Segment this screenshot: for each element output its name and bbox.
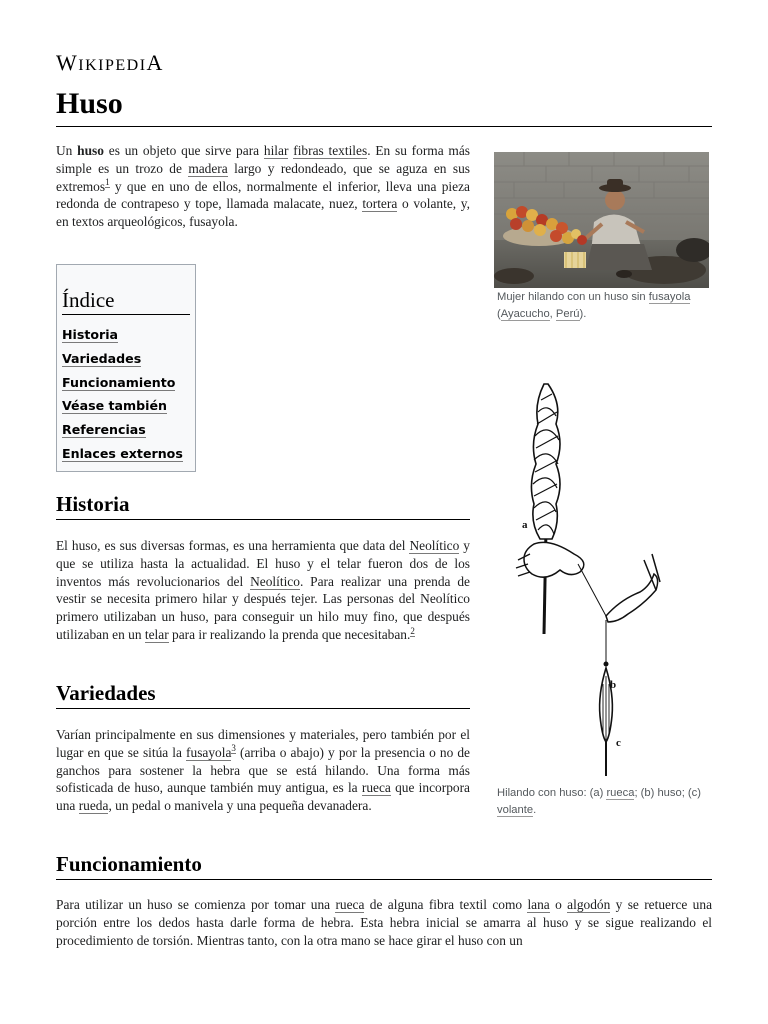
toc-item-variedades[interactable]: Variedades: [62, 350, 142, 366]
photo-woman-spinning-image: [494, 152, 709, 288]
figure-2-caption: Hilando con huso: (a) rueca; (b) huso; (c) volante.: [497, 787, 701, 816]
link-fusayola[interactable]: fusayola: [186, 744, 232, 760]
drawing-label-a: a: [522, 519, 528, 531]
wikipedia-logo[interactable]: WIKIPEDIA: [56, 50, 164, 75]
drawing-label-b: b: [610, 679, 617, 691]
figure-1-caption: Mujer hilando con un huso sin fusayola (Ayacucho, Perú).: [497, 291, 691, 320]
photo-woman-spinning[interactable]: [494, 152, 709, 288]
link-madera[interactable]: madera: [188, 160, 228, 176]
link-neolitico-2[interactable]: Neolítico: [250, 573, 300, 589]
toc-item-vease-tambien[interactable]: Véase también: [62, 398, 167, 414]
toc-list: [62, 325, 183, 468]
drawing-spinning-with-spindle[interactable]: [494, 364, 709, 782]
link-fibras-textiles[interactable]: fibras textiles: [293, 143, 368, 158]
heading-funcionamiento: Funcionamiento: [56, 850, 712, 880]
toc-item-historia[interactable]: Historia: [62, 327, 119, 342]
heading-historia: Historia: [56, 490, 470, 520]
caption-link-rueca[interactable]: rueca: [606, 787, 635, 799]
toc-item-referencias[interactable]: Referencias: [62, 422, 146, 438]
link-rueda[interactable]: rueda: [78, 798, 109, 814]
link-tortera[interactable]: tortera: [362, 196, 398, 212]
link-telar[interactable]: telar: [144, 626, 169, 642]
toc-title: Índice: [62, 288, 190, 315]
link-hilar[interactable]: hilar: [263, 143, 289, 158]
funcionamiento-paragraph: Para utilizar un huso se comienza por tomar una rueca de alguna fibra textil como lana o algodón y se retuerce una porción entre los dedos hasta darle forma de hebra. Esta hebra inicial se amarra al huso y se sigue realizando el procedimiento de torsión. Mientras tanto, con la otra mano se hace girar el huso con un: [56, 897, 713, 948]
page-title: Huso: [56, 84, 712, 127]
caption-link-peru[interactable]: Perú: [555, 308, 580, 320]
link-rueca-2[interactable]: rueca: [335, 897, 365, 912]
link-neolitico[interactable]: Neolítico: [409, 538, 460, 553]
link-algodon[interactable]: algodón: [567, 897, 611, 912]
caption-link-volante[interactable]: volante: [497, 804, 534, 816]
toc-item-funcionamiento[interactable]: Funcionamiento: [62, 374, 176, 390]
intro-paragraph: Un huso es un objeto que sirve para hilar fibras textiles. En su forma más simple es un trozo de madera largo y redondeado, que se aguza en sus extremos$^1$ y que en uno de ellos, normalmente el inferior, lleva una pieza redonda de contrapeso y tope, llamada malacate, nuez, tortera o volante, y, en textos arqueológicos, fusayola.: [56, 143, 470, 230]
reference-2[interactable]: 2: [410, 625, 415, 636]
caption-link-fusayola[interactable]: fusayola: [648, 291, 691, 303]
table-of-contents: [56, 264, 196, 472]
drawing-label-c: c: [616, 737, 621, 749]
caption-link-ayacucho[interactable]: Ayacucho: [500, 308, 550, 320]
drawing-spindle-image: [494, 364, 709, 782]
link-lana[interactable]: lana: [527, 897, 550, 912]
toc-item-enlaces-externos[interactable]: Enlaces externos: [62, 445, 183, 461]
link-rueca[interactable]: rueca: [361, 780, 391, 796]
reference-3[interactable]: 3: [231, 743, 236, 754]
heading-variedades: Variedades: [56, 679, 470, 709]
variedades-paragraph: Varían principalmente en sus dimensiones y materiales, pero también por el lugar en que se sitúa la fusayola$^3$ (arriba o abajo) y por la presencia o no de ganchos para sostener la hebra que se está hilando. Una forma más sofisticada de huso, aunque también muy antigua, es la rueca que incorpora una rueda, un pedal o manivela y una pequeña devanadera.: [56, 727, 470, 814]
reference-1[interactable]: 1: [105, 177, 110, 188]
historia-paragraph: El huso, es sus diversas formas, es una herramienta que data del Neolítico y que se utiliza hasta la actualidad. El huso y el telar fueron dos de los inventos más revolucionarios del Neolítico. Para realizar una prenda de vestir se necesita primero hilar y después tejer. Las personas del Neolítico primero utilizaban un huso, para conseguir un hilo muy fino, que después utilizaban en un telar para ir realizando la prenda que necesitaban.$^2$: [56, 538, 470, 642]
